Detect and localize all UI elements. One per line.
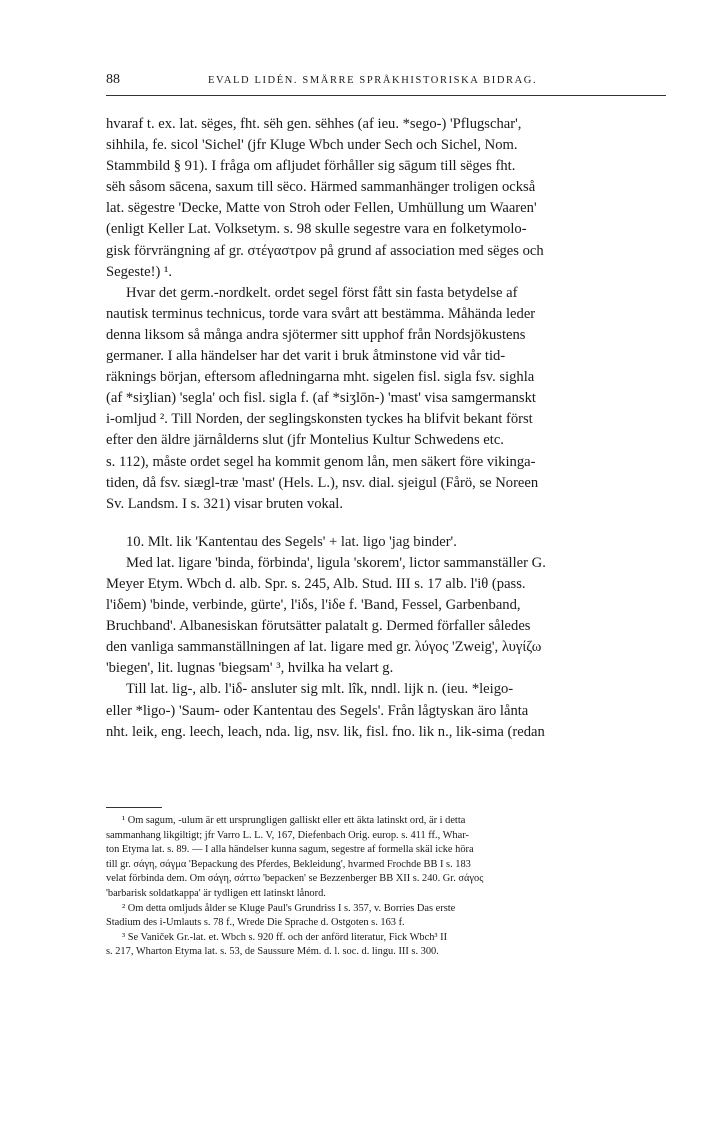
body-line: sihhila, fe. sicol 'Sichel' (jfr Kluge Wbch under Sech och Sichel, Nom. [106, 137, 518, 154]
body-line: Hvar det germ.-nordkelt. ordet segel först fått sin fasta betydelse af [126, 284, 518, 301]
body-line: hvaraf t. ex. lat. sëges, fht. sëh gen. sëhhes (af ieu. *sego-) 'Pflugschar', [106, 116, 522, 132]
body-line: efter den äldre järnålderns slut (jfr Montelius Kultur Schwedens etc. [106, 432, 504, 449]
footnote-line: sammanhang likgiltigt; jfr Varro L. L. V, 167, Diefenbach Orig. europ. s. 411 ff., Whar- [106, 829, 469, 841]
footnote-line: till gr. σάγη, σάγμα 'Bepackung des Pferdes, Bekleidung', hvarmed Frochde BB I s. 183 [106, 858, 471, 870]
footnote-line: ³ Se Vaniček Gr.-lat. et. Wbch s. 920 ff. och der anförd literatur, Fick Wbch³ II [122, 931, 448, 943]
footnote-line: Stadium des i-Umlauts s. 78 f., Wrede Die Sprache d. Ostgoten s. 163 f. [106, 917, 405, 929]
body-line: tiden, då fsv. siægl-træ 'mast' (Hels. L.), nsv. dial. sjeigul (Fårö, se Noreen [106, 474, 539, 491]
body-line: Till lat. lig-, alb. l'iδ- ansluter sig mlt. lîk, nndl. lijk n. (ieu. *leigo- [126, 681, 514, 698]
main-text [106, 114, 666, 743]
footnote-line: ton Etyma lat. s. 89. — I alla händelser kunna sagum, segestre af formella skäl icke höra [106, 844, 474, 856]
body-line: Meyer Etym. Wbch d. alb. Spr. s. 245, Alb. Stud. III s. 17 alb. l'iθ (pass. [106, 575, 526, 592]
body-line: denna liksom så många andra sjötermer sitt upphof från Nordsjökustens [106, 326, 526, 343]
body-line: eller *ligo-) 'Saum- oder Kantentau des Segels'. Från lågtyskan äro lånta [106, 702, 529, 719]
footnote-line: ¹ Om sagum, -ulum är ett ursprungligen galliskt eller ett äkta latinskt ord, är i detta [122, 815, 466, 826]
body-line: Sv. Landsm. I s. 321) visar bruten vokal. [106, 495, 343, 512]
body-line: gisk förvrängning af gr. στέγαστρον på grund af association med sëges och [106, 242, 544, 259]
footnote-rule [106, 807, 162, 808]
section-heading: 10. Mlt. lik 'Kantentau des Segels' + lat. ligo 'jag binder'. [126, 533, 457, 550]
body-line: sëh såsom sācena, saxum till sëco. Härmed sammanhänger troligen också [106, 179, 536, 196]
body-line: Stammbild § 91). I fråga om afljudet förhåller sig sāgum till sëges fht. [106, 158, 516, 175]
body-line: i-omljud ². Till Norden, der seglingskonsten tyckes ha blifvit bekant först [106, 411, 533, 428]
body-line: lat. sëgestre 'Decke, Matte von Stroh oder Fellen, Umhüllung um Waaren' [106, 200, 537, 217]
footnotes [106, 814, 666, 960]
body-line: Bruchband'. Albanesiskan förutsätter palatalt g. Dermed förfaller således [106, 618, 531, 635]
footnote-line: velat förbinda dem. Om σάγη, σάττω 'bepacken' se Bezzenberger BB XII s. 240. Gr. σάγος [106, 873, 484, 885]
running-title: EVALD LIDÉN. SMÄRRE SPRÅKHISTORISKA BIDRAG. [208, 75, 538, 86]
header-rule [106, 95, 666, 96]
body-line: l'iδem) 'binde, verbinde, gürte', l'iδs, l'iδe f. 'Band, Fessel, Garbenband, [106, 597, 521, 614]
body-line: 'biegen', lit. lugnas 'biegsam' ³, hvilka ha velart g. [106, 660, 394, 677]
body-line: den vanliga sammanställningen af lat. ligare med gr. λύγος 'Zweig', λυγίζω [106, 639, 542, 656]
body-line: Med lat. ligare 'binda, förbinda', ligula 'skorem', lictor sammanställer G. [126, 554, 546, 571]
body-line: nautisk terminus technicus, torde vara svårt att bestämma. Måhända leder [106, 305, 536, 322]
body-line: (enligt Keller Lat. Volksetym. s. 98 skulle segestre vara en folketymolo- [106, 221, 527, 238]
body-line: (af *siʒlian) 'segla' och fisl. sigla f. (af *siʒlōn-) 'mast' visa samgermanskt [106, 390, 536, 407]
page-number: 88 [106, 72, 120, 87]
body-line: nht. leik, eng. leech, leach, nda. lig, nsv. lik, fisl. fno. lik n., lik-sima (redan [106, 723, 545, 740]
page-header [106, 72, 666, 92]
footnote-line: s. 217, Wharton Etyma lat. s. 53, de Saussure Mém. d. l. soc. d. lingu. III s. 300. [106, 946, 439, 958]
body-line: räknings början, eftersom afledningarna mht. sigelen fisl. sigla fsv. sighla [106, 369, 535, 386]
footnote-line: ² Om detta omljuds ålder se Kluge Paul's Grundriss I s. 357, v. Borries Das erste [122, 902, 456, 914]
body-line: Segeste!) ¹. [106, 263, 172, 280]
footnote-line: 'barbarisk soldatkappa' är tydligen ett latinskt lånord. [106, 887, 326, 899]
body-line: germaner. I alla händelser har det varit i bruk åtminstone vid vår tid- [106, 348, 506, 365]
body-line: s. 112), måste ordet segel ha kommit genom lån, men säkert före vikinga- [106, 453, 536, 470]
